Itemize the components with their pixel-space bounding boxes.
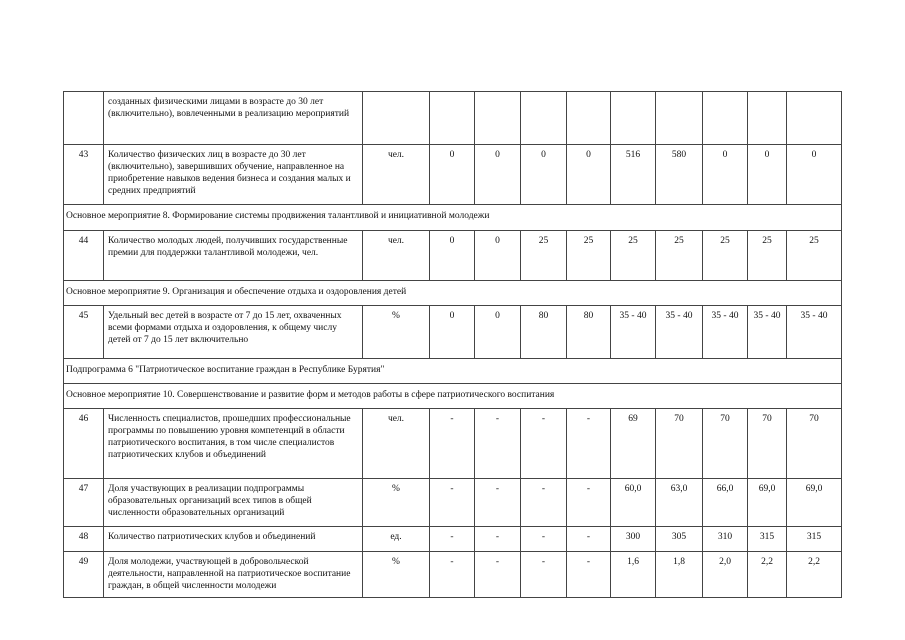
row-number: 43	[64, 145, 104, 205]
value-cell: 305	[656, 527, 703, 552]
value-cell: 35 - 40	[703, 306, 748, 359]
value-cell: 70	[787, 409, 842, 479]
row-number: 48	[64, 527, 104, 552]
value-cell: -	[521, 552, 567, 598]
value-cell: 2,2	[787, 552, 842, 598]
section-heading: Основное мероприятие 10. Совершенствование и развитие форм и методов работы в сфере патриотического воспитания	[64, 384, 842, 409]
value-cell: -	[430, 409, 475, 479]
indicator-name: Количество молодых людей, получивших государственные премии для поддержки талантливой молодежи, чел.	[104, 231, 363, 281]
section-heading: Основное мероприятие 8. Формирование системы продвижения талантливой и инициативной молодежи	[64, 205, 842, 231]
value-cell: 0	[567, 145, 611, 205]
value-cell: 80	[567, 306, 611, 359]
value-cell: 580	[656, 145, 703, 205]
section-row	[64, 359, 842, 384]
value-cell	[787, 92, 842, 145]
section-heading: Подпрограмма 6 "Патриотическое воспитание граждан в Республике Бурятия"	[64, 359, 842, 384]
value-cell: -	[521, 479, 567, 527]
unit-cell	[363, 92, 430, 145]
value-cell: -	[430, 479, 475, 527]
value-cell: 0	[475, 306, 521, 359]
table-row	[64, 527, 842, 552]
value-cell: 25	[567, 231, 611, 281]
row-number: 46	[64, 409, 104, 479]
value-cell: -	[567, 527, 611, 552]
value-cell: 0	[787, 145, 842, 205]
value-cell: 35 - 40	[611, 306, 656, 359]
indicators-table	[63, 91, 842, 598]
value-cell: 1,6	[611, 552, 656, 598]
value-cell: -	[475, 479, 521, 527]
value-cell: 60,0	[611, 479, 656, 527]
indicator-name: Удельный вес детей в возрасте от 7 до 15 лет, охваченных всеми формами отдыха и оздоровления, к общему числу детей от 7 до 15 лет включительно	[104, 306, 363, 359]
table-row	[64, 479, 842, 527]
section-row	[64, 281, 842, 306]
unit-cell: %	[363, 479, 430, 527]
indicator-name: Доля молодежи, участвующей в добровольческой деятельности, направленной на патриотическое воспитание граждан, в общей численности молодежи	[104, 552, 363, 598]
value-cell	[567, 92, 611, 145]
value-cell: 0	[430, 231, 475, 281]
value-cell	[703, 92, 748, 145]
value-cell: 0	[703, 145, 748, 205]
indicator-name: Численность специалистов, прошедших профессиональные программы по повышению уровня компетенций в области патриотического воспитания, в том числе специалистов патриотических клубов и объединений	[104, 409, 363, 479]
row-number: 45	[64, 306, 104, 359]
row-number: 47	[64, 479, 104, 527]
section-heading: Основное мероприятие 9. Организация и обеспечение отдыха и оздоровления детей	[64, 281, 842, 306]
value-cell: 516	[611, 145, 656, 205]
value-cell: 0	[521, 145, 567, 205]
unit-cell: ед.	[363, 527, 430, 552]
value-cell: 25	[611, 231, 656, 281]
value-cell: 69	[611, 409, 656, 479]
value-cell: 25	[656, 231, 703, 281]
value-cell: -	[521, 409, 567, 479]
value-cell: 2,0	[703, 552, 748, 598]
section-row	[64, 205, 842, 231]
table-row	[64, 231, 842, 281]
table-row	[64, 306, 842, 359]
table-row	[64, 145, 842, 205]
value-cell: -	[567, 409, 611, 479]
indicator-name: Количество патриотических клубов и объединений	[104, 527, 363, 552]
value-cell: 1,8	[656, 552, 703, 598]
value-cell: 70	[703, 409, 748, 479]
value-cell: -	[475, 527, 521, 552]
indicator-name: Количество физических лиц в возрасте до 30 лет (включительно), завершивших обучение, направленное на приобретение навыков ведения бизнеса и создания малых и средних предприятий	[104, 145, 363, 205]
value-cell: 69,0	[787, 479, 842, 527]
value-cell: 300	[611, 527, 656, 552]
value-cell: 70	[748, 409, 787, 479]
value-cell: 0	[475, 145, 521, 205]
table-row	[64, 92, 842, 145]
value-cell: 80	[521, 306, 567, 359]
unit-cell: %	[363, 306, 430, 359]
value-cell: 0	[430, 306, 475, 359]
value-cell: 310	[703, 527, 748, 552]
value-cell: 70	[656, 409, 703, 479]
value-cell: 25	[748, 231, 787, 281]
value-cell	[611, 92, 656, 145]
value-cell: 0	[475, 231, 521, 281]
value-cell: 25	[703, 231, 748, 281]
row-number	[64, 92, 104, 145]
section-row	[64, 384, 842, 409]
table-body	[64, 92, 842, 598]
value-cell	[521, 92, 567, 145]
value-cell: 63,0	[656, 479, 703, 527]
unit-cell: чел.	[363, 231, 430, 281]
value-cell: -	[430, 527, 475, 552]
value-cell: 35 - 40	[748, 306, 787, 359]
value-cell: -	[567, 479, 611, 527]
table-row	[64, 409, 842, 479]
value-cell: 35 - 40	[656, 306, 703, 359]
value-cell: -	[475, 552, 521, 598]
value-cell	[656, 92, 703, 145]
value-cell: 66,0	[703, 479, 748, 527]
value-cell: 315	[748, 527, 787, 552]
value-cell	[748, 92, 787, 145]
value-cell: 315	[787, 527, 842, 552]
indicator-name: созданных физическими лицами в возрасте до 30 лет (включительно), вовлеченными в реализацию мероприятий	[104, 92, 363, 145]
unit-cell: чел.	[363, 145, 430, 205]
row-number: 44	[64, 231, 104, 281]
value-cell: 25	[521, 231, 567, 281]
value-cell: 0	[748, 145, 787, 205]
table-row	[64, 552, 842, 598]
value-cell: -	[475, 409, 521, 479]
value-cell: -	[567, 552, 611, 598]
indicator-name: Доля участвующих в реализации подпрограммы образовательных организаций всех типов в общей численности образовательных организаций	[104, 479, 363, 527]
value-cell: 25	[787, 231, 842, 281]
row-number: 49	[64, 552, 104, 598]
value-cell: 35 - 40	[787, 306, 842, 359]
unit-cell: %	[363, 552, 430, 598]
value-cell: -	[430, 552, 475, 598]
unit-cell: чел.	[363, 409, 430, 479]
value-cell: 2,2	[748, 552, 787, 598]
value-cell: -	[521, 527, 567, 552]
value-cell: 0	[430, 145, 475, 205]
value-cell: 69,0	[748, 479, 787, 527]
value-cell	[475, 92, 521, 145]
value-cell	[430, 92, 475, 145]
